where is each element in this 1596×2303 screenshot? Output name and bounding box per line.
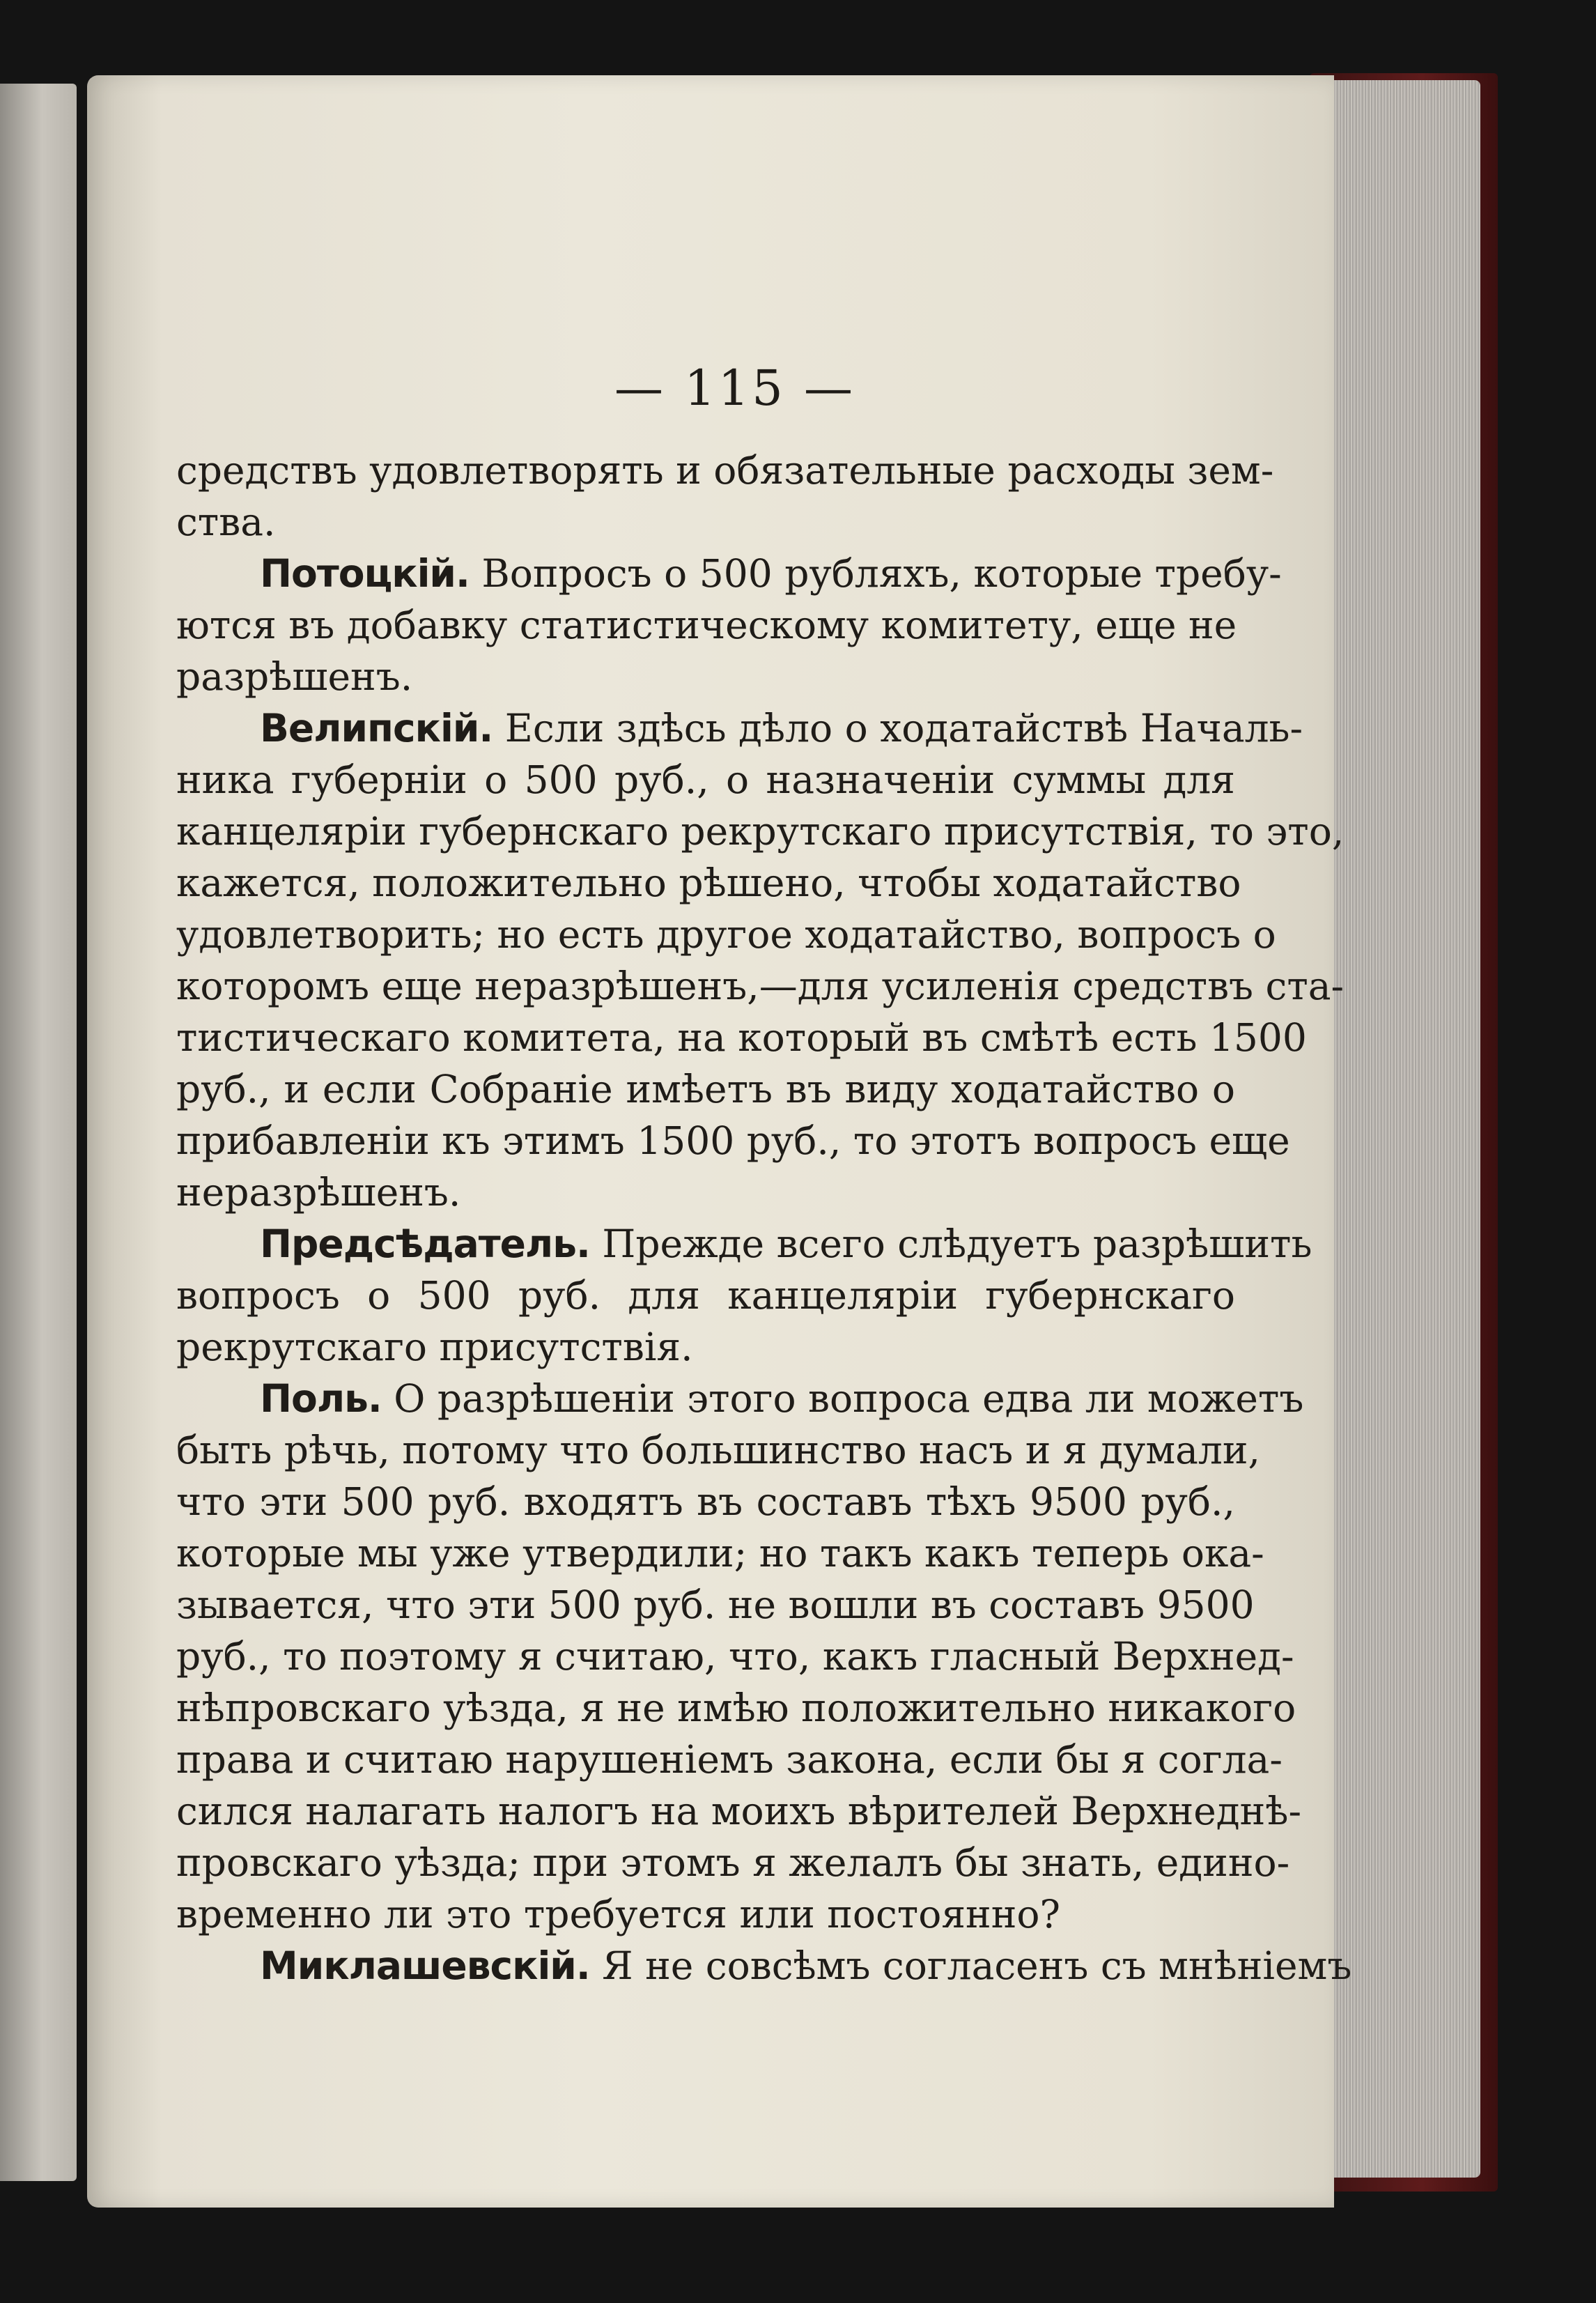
paragraph (176, 1218, 1312, 1373)
line-text: руб., то поэтому я считаю, что, какъ гласный Верхнед- (176, 1634, 1294, 1679)
text-line (176, 1063, 1235, 1115)
paragraph (176, 548, 1282, 702)
line-text: ются въ добавку статистическому комитету, еще не (176, 603, 1237, 647)
paragraph (176, 445, 1274, 548)
text-line (176, 806, 1345, 857)
speaker-name: Поль. (260, 1376, 382, 1421)
line-text: удовлетворить; но есть другое ходатайство, вопросъ о (176, 912, 1276, 957)
line-text: Я не совсѣмъ согласенъ съ мнѣніемъ (602, 1943, 1352, 1988)
line-text: временно ли это требуется или постоянно? (176, 1892, 1060, 1936)
text-line (176, 1012, 1307, 1063)
paragraph (176, 1940, 1352, 1992)
text-line (176, 1115, 1290, 1166)
text-line (176, 1476, 1235, 1527)
line-text: Прежде всего слѣдуетъ разрѣшить (602, 1222, 1312, 1266)
text-line (176, 1218, 1312, 1270)
page-text (176, 445, 1352, 1992)
line-text: рекрутскаго присутствія. (176, 1325, 693, 1369)
line-text: которые мы уже утвердили; но такъ какъ теперь ока- (176, 1531, 1264, 1576)
line-text: права и считаю нарушеніемъ закона, если бы я согла- (176, 1737, 1283, 1782)
text-line (176, 548, 1282, 599)
text-line (176, 1270, 1235, 1321)
line-text: что эти 500 руб. входятъ въ составъ тѣхъ 9500 руб., (176, 1479, 1235, 1524)
text-line (176, 599, 1235, 651)
line-text: ства. (176, 500, 276, 544)
text-line (176, 754, 1235, 806)
text-line (176, 1785, 1302, 1837)
book-page (87, 75, 1352, 2208)
text-line (176, 960, 1345, 1012)
line-text: быть рѣчь, потому что большинство насъ и я думали, (176, 1428, 1260, 1472)
line-text: зывается, что эти 500 руб. не вошли въ составъ 9500 (176, 1582, 1255, 1627)
speaker-name: Велипскій. (260, 706, 493, 750)
line-text: нѣпровскаго уѣзда, я не имѣю положительно никакого (176, 1686, 1296, 1730)
line-text: Вопросъ о 500 рубляхъ, которые требу- (481, 551, 1282, 596)
line-text: вопросъ о 500 руб. для канцеляріи губернскаго (176, 1273, 1235, 1318)
line-text: руб., и если Собраніе имѣетъ въ виду ходатайство о (176, 1067, 1235, 1111)
text-line (176, 1579, 1255, 1631)
text-line (176, 1682, 1296, 1734)
line-text: ника губерніи о 500 руб., о назначеніи суммы для (176, 757, 1235, 802)
text-line (176, 1888, 1235, 1940)
line-text: тистическаго комитета, на который въ смѣтѣ есть 1500 (176, 1015, 1307, 1060)
paragraph (176, 702, 1345, 1218)
text-line (176, 496, 1235, 548)
speaker-name: Потоцкій. (260, 551, 470, 596)
line-text: кажется, положительно рѣшено, чтобы ходатайство (176, 861, 1241, 905)
text-line (176, 1631, 1294, 1682)
line-text: О разрѣшеніи этого вопроса едва ли можетъ (394, 1376, 1304, 1421)
text-line (176, 1734, 1283, 1785)
previous-page-edge (0, 84, 77, 2181)
speaker-name: Предсѣдатель. (260, 1222, 590, 1266)
text-line (176, 1837, 1290, 1888)
line-text: провскаго уѣзда; при этомъ я желалъ бы знать, едино- (176, 1840, 1290, 1885)
speaker-name: Миклашевскій. (260, 1943, 590, 1988)
line-text: средствъ удовлетворять и обязательные расходы зем- (176, 448, 1274, 493)
line-text: разрѣшенъ. (176, 654, 413, 699)
text-line (176, 1166, 1235, 1218)
text-line (176, 702, 1303, 754)
line-text: сился налагать налогъ на моихъ вѣрителей Верхнеднѣ- (176, 1789, 1302, 1833)
text-line (176, 651, 1235, 702)
page-block-edges (1327, 80, 1480, 2178)
line-text: которомъ еще неразрѣшенъ,—для усиленія средствъ ста- (176, 964, 1345, 1008)
page-number: — 115 — (614, 360, 856, 417)
text-line (176, 1527, 1264, 1579)
text-line (176, 1321, 1235, 1373)
text-line (176, 445, 1274, 496)
text-line (176, 1424, 1260, 1476)
line-text: неразрѣшенъ. (176, 1170, 461, 1215)
line-text: прибавленіи къ этимъ 1500 руб., то этотъ вопросъ еще (176, 1118, 1290, 1163)
text-line (176, 1940, 1352, 1992)
line-text: канцеляріи губернскаго рекрутскаго присутствія, то это, (176, 809, 1345, 854)
line-text: Если здѣсь дѣло о ходатайствѣ Началь- (504, 706, 1303, 750)
text-line (176, 857, 1241, 909)
paragraph (176, 1373, 1304, 1940)
text-line (176, 909, 1276, 960)
text-line (176, 1373, 1304, 1424)
